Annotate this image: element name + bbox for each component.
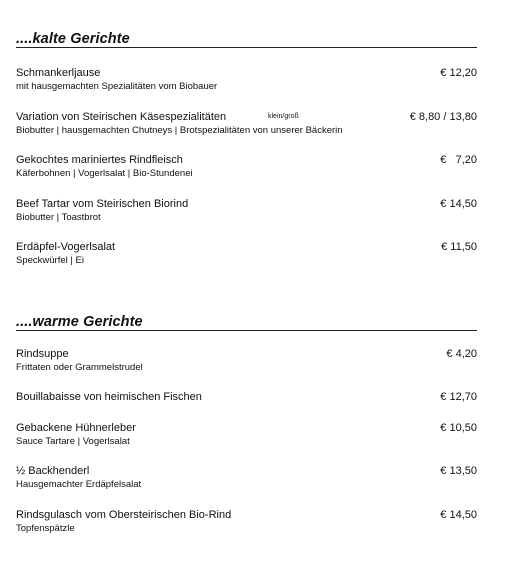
menu-item-description: Frittaten oder Grammelstrudel [16,362,143,373]
menu-item-bouillabaisse [16,391,477,421]
menu-item-rindfleisch [16,154,477,184]
section-title-kalte-gerichte: ....kalte Gerichte [16,31,130,47]
menu-item-name: Variation von Steirischen Käsespezialitäten [16,111,227,123]
menu-item-price: € 4,20 [446,348,477,360]
menu-item-name: Rindsuppe [16,348,69,360]
section-title-warme-gerichte: ....warme Gerichte [16,314,143,330]
menu-item-price: € 10,50 [440,422,477,434]
menu-item-name: Gekochtes mariniertes Rindfleisch [16,154,183,166]
menu-item-price: € 12,70 [440,391,477,403]
menu-item-kaesespezialitaeten [16,111,477,141]
menu-item-name: Schmankerljause [16,67,101,79]
menu-item-price: € 8,80 / 13,80 [409,111,477,123]
menu-item-price: € 11,50 [441,241,477,253]
menu-item-price: € 14,50 [440,509,477,521]
menu-item-price: € 14,50 [440,198,477,210]
menu-item-erdaepfel-vogerlsalat [16,241,477,271]
menu-item-name: Rindsgulasch vom Obersteirischen Bio-Rind [16,509,232,521]
menu-item-price: € 13,50 [440,465,477,477]
menu-item-beef-tartar [16,198,477,228]
menu-item-name: ½ Backhenderl [16,465,90,477]
menu-item-name: Erdäpfel-Vogerlsalat [16,241,116,253]
menu-item-description: Biobutter | Toastbrot [16,212,101,223]
menu-item-name: Gebackene Hühnerleber [16,422,136,434]
section-divider [16,47,477,48]
menu-item-rindsuppe [16,348,477,378]
menu-item-schmankerljause [16,67,477,97]
section-divider [16,330,477,331]
menu-item-description: Sauce Tartare | Vogerlsalat [16,436,130,447]
menu-item-backhenderl [16,465,477,495]
menu-item-description: Topfenspätzle [16,523,75,534]
menu-item-rindsgulasch [16,509,477,539]
menu-item-price: € 7,20 [440,154,477,166]
menu-item-price: € 12,20 [440,67,477,79]
menu-item-description: Hausgemachter Erdäpfelsalat [16,479,142,490]
menu-item-name: Bouillabaisse von heimischen Fischen [16,391,202,403]
menu-item-description: Käferbohnen | Vogerlsalat | Bio-Stundenei [16,168,193,179]
menu-item-size-note: klein/groß [268,113,299,120]
menu-item-description: Biobutter | hausgemachten Chutneys | Brotspezialitäten von unserer Bäckerin [16,125,343,136]
menu-item-huehnerleber [16,422,477,452]
menu-item-name: Beef Tartar vom Steirischen Biorind [16,198,189,210]
menu-item-description: Speckwürfel | Ei [16,255,84,266]
menu-item-description: mit hausgemachten Spezialitäten vom Biobauer [16,81,218,92]
